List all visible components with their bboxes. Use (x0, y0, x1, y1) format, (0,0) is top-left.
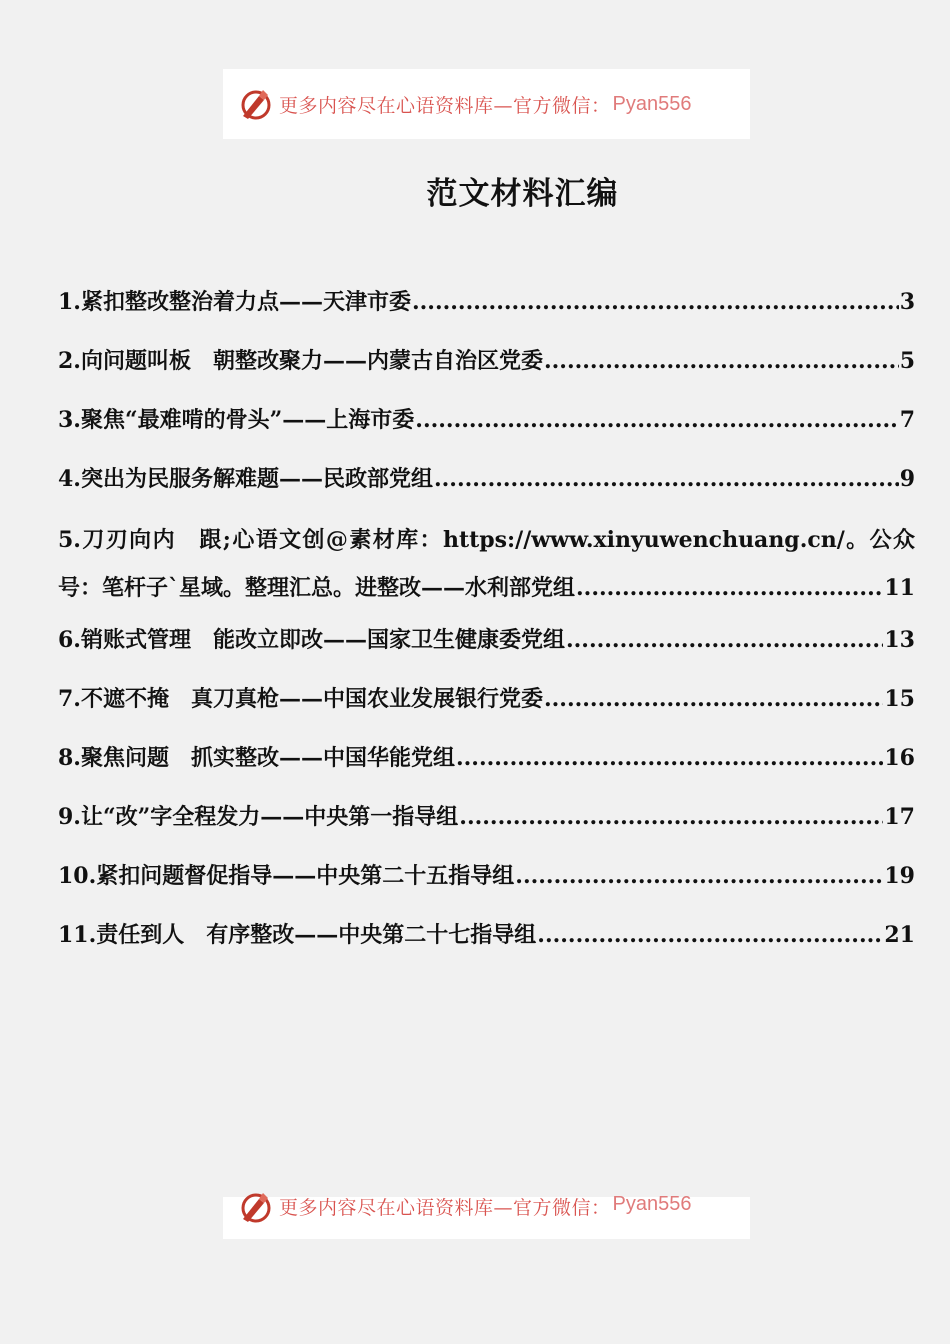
toc-entry[interactable] (58, 620, 915, 660)
toc-entry[interactable] (58, 518, 915, 610)
toc-dot-leader (537, 915, 883, 955)
toc-entry-label-line1: 5.刀刃向内 跟;心语文创@素材库：https://www.xinyuwenchuang.cn/。公众 (58, 527, 915, 553)
toc-entry-label: 11.责任到人 有序整改——中央第二十七指导组 (58, 922, 537, 948)
toc-page-number: 16 (884, 745, 915, 771)
toc-entry-label: 4.突出为民服务解难题——民政部党组 (58, 466, 433, 492)
toc-page-number: 3 (899, 289, 915, 315)
banner-wechat-id: Pyan556 (612, 92, 692, 115)
document-title: 范文材料汇编 (426, 176, 619, 212)
toc-dot-leader (544, 679, 883, 719)
toc-entry[interactable] (58, 738, 915, 778)
toc-page-number: 17 (884, 804, 915, 830)
toc-entry[interactable] (58, 282, 915, 322)
table-of-contents (58, 282, 915, 974)
toc-page-number: 5 (899, 348, 915, 374)
toc-dot-leader (412, 282, 899, 322)
toc-page-number: 7 (899, 407, 915, 433)
toc-page-number: 21 (884, 922, 915, 948)
toc-entry[interactable] (58, 459, 915, 499)
toc-entry[interactable] (58, 856, 915, 896)
banner-slogan: 更多内容尽在心语资料库—官方微信： (279, 94, 611, 117)
pen-circle-logo-icon (237, 1189, 273, 1225)
toc-dot-leader (415, 400, 898, 440)
toc-entry[interactable] (58, 915, 915, 955)
toc-entry-label: 2.向问题叫板 朝整改聚力——内蒙古自治区党委 (58, 348, 543, 374)
pen-circle-logo-icon (237, 86, 273, 122)
toc-entry[interactable] (58, 797, 915, 837)
toc-dot-leader (544, 341, 899, 381)
toc-dot-leader (459, 797, 883, 837)
toc-dot-leader (576, 566, 883, 610)
toc-dot-leader (434, 459, 899, 499)
toc-page-number: 19 (884, 863, 915, 889)
toc-entry-label: 10.紧扣问题督促指导——中央第二十五指导组 (58, 863, 515, 889)
toc-entry-label: 号：笔杆子`星域。整理汇总。进整改——水利部党组 (58, 575, 576, 601)
top-banner (223, 69, 750, 139)
toc-entry[interactable] (58, 400, 915, 440)
toc-page-number: 11 (884, 575, 915, 601)
toc-entry[interactable] (58, 679, 915, 719)
toc-entry-label: 6.销账式管理 能改立即改——国家卫生健康委党组 (58, 627, 565, 653)
toc-entry-label: 3.聚焦“最难啃的骨头”——上海市委 (58, 407, 415, 433)
toc-entry-label: 1.紧扣整改整治着力点——天津市委 (58, 289, 411, 315)
toc-dot-leader (566, 620, 883, 660)
toc-entry[interactable] (58, 341, 915, 381)
toc-page-number: 9 (899, 466, 915, 492)
toc-entry-label: 9.让“改”字全程发力——中央第一指导组 (58, 804, 459, 830)
toc-entry-label: 7.不遮不掩 真刀真枪——中国农业发展银行党委 (58, 686, 543, 712)
bottom-banner (223, 1193, 750, 1239)
toc-page-number: 13 (884, 627, 915, 653)
toc-page-number: 15 (884, 686, 915, 712)
banner-wechat-id: Pyan556 (612, 1193, 692, 1215)
toc-entry-label: 8.聚焦问题 抓实整改——中国华能党组 (58, 745, 455, 771)
toc-dot-leader (515, 856, 883, 896)
banner-slogan: 更多内容尽在心语资料库—官方微信： (279, 1197, 611, 1219)
toc-dot-leader (456, 738, 883, 778)
